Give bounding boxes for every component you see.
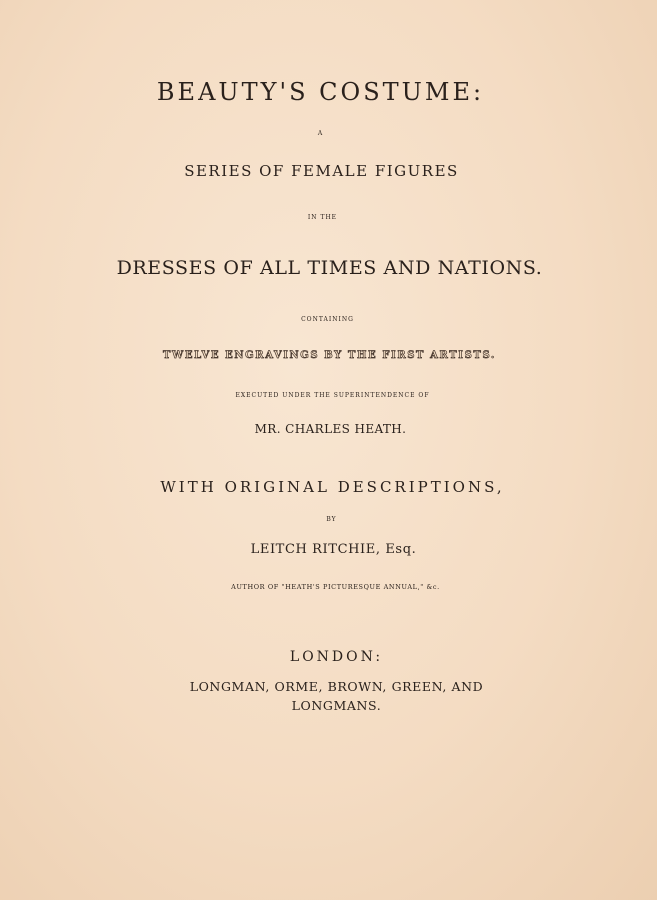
book-title: BEAUTY'S COSTUME:: [156, 78, 485, 106]
engravings-line: TWELVE ENGRAVINGS BY THE FIRST ARTISTS.: [162, 350, 496, 361]
subtitle-dresses: DRESSES OF ALL TIMES AND NATIONS.: [116, 257, 543, 279]
descriptions-line: WITH ORIGINAL DESCRIPTIONS,: [160, 478, 505, 496]
publisher-line-1: LONGMAN, ORME, BROWN, GREEN, AND: [189, 679, 484, 694]
publisher-line-2: LONGMANS.: [291, 698, 382, 713]
article-a: A: [317, 130, 324, 137]
imprint-place: LONDON:: [289, 649, 384, 665]
subtitle-series: SERIES OF FEMALE FIGURES: [184, 162, 459, 180]
connector-by: BY: [326, 516, 337, 523]
executed-line: EXECUTED UNDER THE SUPERINTENDENCE OF: [235, 392, 430, 399]
superintendent-name: MR. CHARLES HEATH.: [254, 422, 407, 436]
connector-containing: CONTAINING: [301, 316, 354, 323]
connector-in-the: IN THE: [307, 214, 338, 221]
author-credentials: AUTHOR OF "HEATH'S PICTURESQUE ANNUAL," &c.: [231, 583, 440, 591]
author-name: LEITCH RITCHIE, Esq.: [250, 542, 417, 557]
